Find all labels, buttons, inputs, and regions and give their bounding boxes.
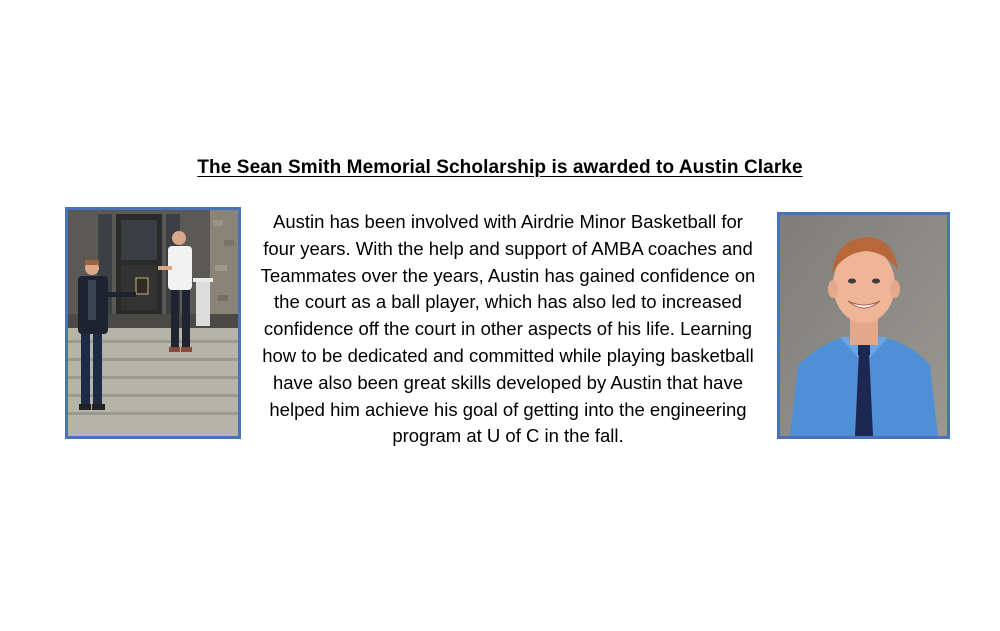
recipient-portrait-photo bbox=[777, 212, 950, 439]
page-title: The Sean Smith Memorial Scholarship is awarded to Austin Clarke bbox=[197, 157, 803, 178]
scholarship-description: Austin has been involved with Airdrie Minor Basketball for four years. With the help and support of AMBA coaches and Teammates over the years, Austin has gained confidence on the court as a ball player, which has also led to increased confidence off the court in other aspects of his life. Learning how to be dedicated and committed while playing basketball have also been great skills developed by Austin that have helped him achieve his goal of getting into the engineering program at U of C in the fall. bbox=[260, 211, 756, 447]
recipient-portrait-image bbox=[780, 215, 947, 436]
award-presentation-image bbox=[68, 210, 238, 436]
award-presentation-photo bbox=[65, 207, 241, 439]
